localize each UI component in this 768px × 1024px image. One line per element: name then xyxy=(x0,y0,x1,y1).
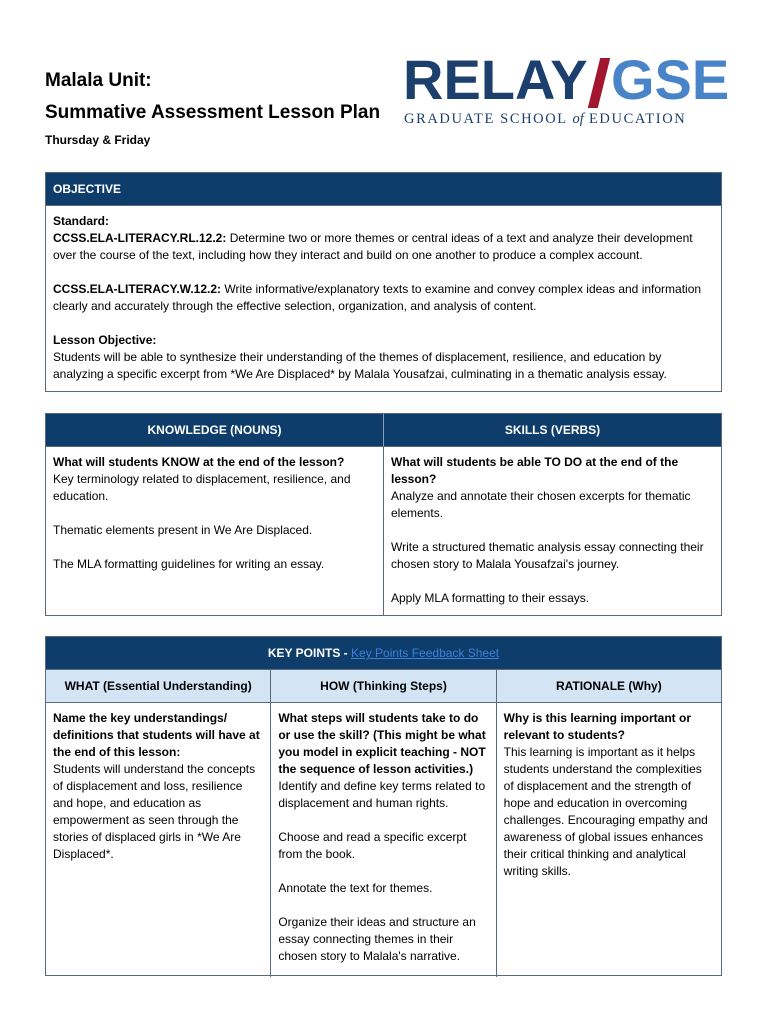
knowledge-item: The MLA formatting guidelines for writing an essay. xyxy=(53,557,325,571)
logo-relay-text: RELAY xyxy=(403,48,588,111)
objective-heading: OBJECTIVE xyxy=(46,173,721,206)
how-question: What steps will students take to do or use the skill? (This might be what you model in explicit teaching - NOT the sequence of lesson activities.) xyxy=(278,711,486,776)
why-text: This learning is important as it helps students understand the complexities of displacement and the strength of hope and education in overcoming challenges. Encouraging empathy and awareness of global issues enhances their critical thinking and analytical writing skills. xyxy=(503,745,708,878)
lesson-plan-title: Summative Assessment Lesson Plan xyxy=(45,102,381,123)
document-header xyxy=(0,0,768,160)
what-text: Students will understand the concepts of displacement and loss, resilience and hope, and education as empowerment as seen through the stories of displaced girls in *We Are Displaced*. xyxy=(53,762,256,861)
how-step: Identify and define key terms related to displacement and human rights. xyxy=(278,779,486,810)
objective-section xyxy=(45,172,722,392)
what-cell xyxy=(46,703,270,977)
objective-body xyxy=(46,206,721,390)
lesson-objective-label: Lesson Objective: xyxy=(53,333,157,347)
how-heading: HOW (Thinking Steps) xyxy=(270,670,495,702)
lesson-objective-text: Students will be able to synthesize their understanding of the themes of displacement, resilience, and education by analyzing a specific excerpt from *We Are Displaced* by Malala Yousafzai, culminating in a thematic analysis essay. xyxy=(53,350,667,381)
why-question: Why is this learning important or relevant to students? xyxy=(503,711,692,742)
how-step: Organize their ideas and structure an essay connecting themes in their chosen story to Malala's narrative. xyxy=(278,915,476,963)
schedule-days: Thursday & Friday xyxy=(45,133,151,147)
knowledge-heading: KNOWLEDGE (NOUNS) xyxy=(46,414,384,446)
key-points-label: KEY POINTS - xyxy=(267,646,352,660)
logo-gse-text: GSE xyxy=(611,48,730,111)
key-points-column-headers xyxy=(46,670,721,703)
standard-w-text: Write informative/explanatory texts to examine and convey complex ideas and information clearly and accurately through the effective selection, organization, and analysis of content. xyxy=(53,282,702,313)
what-question: Name the key understandings/ definitions that students will have at the end of this lesson: xyxy=(53,711,260,759)
knowledge-cell xyxy=(46,447,384,616)
key-points-feedback-link[interactable]: Key Points Feedback Sheet xyxy=(351,646,500,660)
key-points-heading xyxy=(46,637,721,670)
standard-w-code: CCSS.ELA-LITERACY.W.12.2: xyxy=(53,282,222,296)
key-points-table xyxy=(45,636,722,976)
why-cell xyxy=(496,703,721,977)
skills-cell xyxy=(384,447,721,616)
how-step: Annotate the text for themes. xyxy=(278,881,433,895)
standard-label: Standard: xyxy=(53,214,110,228)
unit-title: Malala Unit: xyxy=(45,70,152,91)
relay-gse-logo xyxy=(403,48,730,132)
knowledge-item: Key terminology related to displacement, resilience, and education. xyxy=(53,472,351,503)
standard-rl-text: Determine two or more themes or central ideas of a text and analyze their development over the course of the text, including how they interact and build on one another to produce a complex account. xyxy=(53,231,693,262)
standard-rl-code: CCSS.ELA-LITERACY.RL.12.2: xyxy=(53,231,227,245)
skills-heading: SKILLS (VERBS) xyxy=(504,423,601,437)
why-heading: RATIONALE (Why) xyxy=(496,670,721,702)
key-points-body-row xyxy=(46,703,721,977)
knowledge-skills-table xyxy=(45,413,722,616)
how-cell xyxy=(270,703,495,977)
logo-tagline: GRADUATE SCHOOL of EDUCATION xyxy=(404,111,687,127)
knowledge-question: What will students KNOW at the end of the lesson? xyxy=(53,455,345,469)
knowledge-skills-body-row xyxy=(46,447,721,616)
what-heading: WHAT (Essential Understanding) xyxy=(64,679,252,693)
knowledge-item: Thematic elements present in We Are Displaced. xyxy=(53,523,313,537)
skills-question: What will students be able TO DO at the end of the lesson? xyxy=(391,455,679,486)
how-step: Choose and read a specific excerpt from the book. xyxy=(278,830,467,861)
skills-item: Write a structured thematic analysis essay connecting their chosen story to Malala Yousafzai's journey. xyxy=(391,540,704,571)
knowledge-skills-header-row xyxy=(46,414,721,447)
logo-slash-mark xyxy=(588,58,610,108)
skills-item: Analyze and annotate their chosen excerpts for thematic elements. xyxy=(391,489,691,520)
skills-item: Apply MLA formatting to their essays. xyxy=(391,591,590,605)
